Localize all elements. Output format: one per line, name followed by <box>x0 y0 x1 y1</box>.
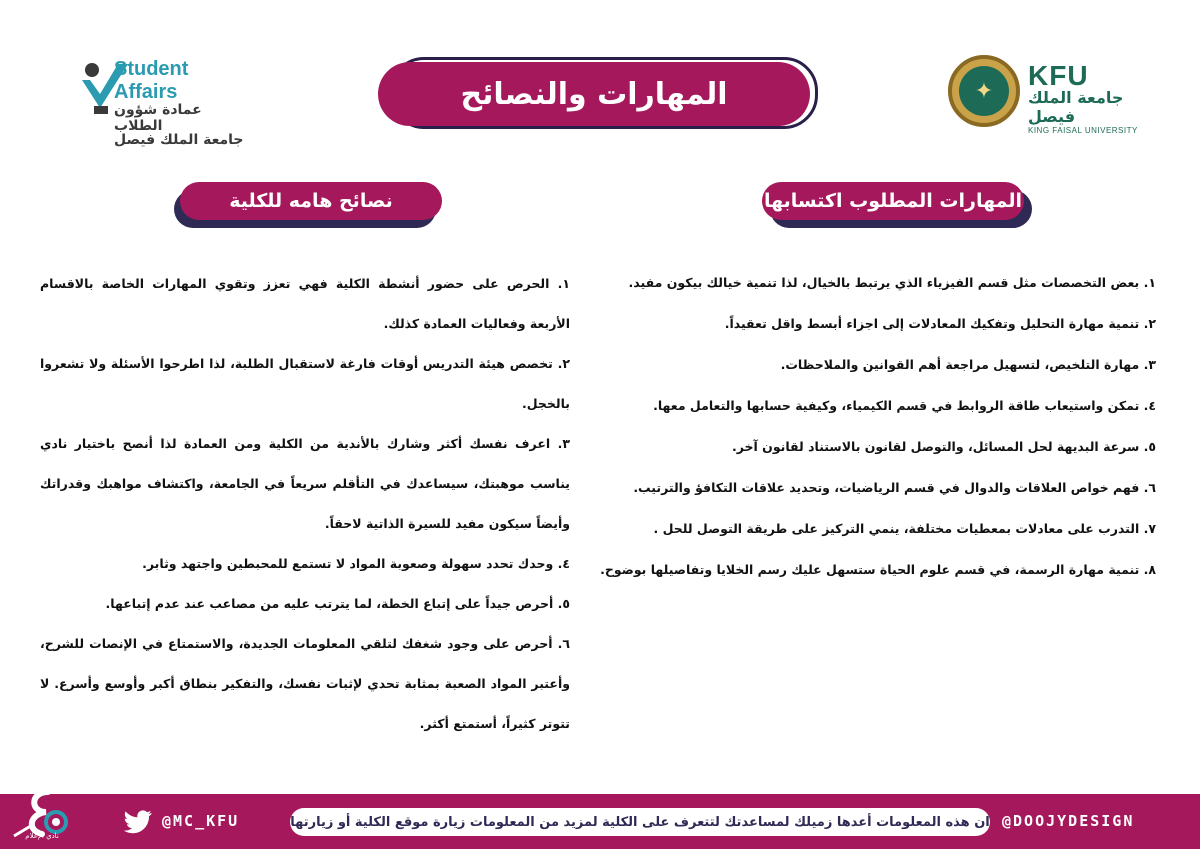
kfu-arabic-name: جامعة الملك فيصل <box>1028 88 1124 126</box>
list-item: ٥. أحرص جيداً على إتباع الخطة، لما يترتب عليه من مصاعب عند عدم إتباعها. <box>105 596 570 611</box>
twitter-handle[interactable]: @MC_KFU <box>162 812 240 830</box>
tips-list <box>40 264 570 744</box>
designer-handle[interactable]: @DOOJYDESIGN <box>1002 812 1135 830</box>
kfu-seal-logo <box>948 55 1020 127</box>
skills-heading: المهارات المطلوب اكتسابها <box>762 182 1024 220</box>
tips-heading: نصائح هامه للكلية <box>180 182 442 220</box>
list-item: ٣. مهارة التلخيص، لتسهيل مراجعة أهم القوانين والملاحظات. <box>780 357 1156 372</box>
list-item: ٧. التدرب على معادلات بمعطيات مختلفة، ينمي التركيز على طريقة التوصل للحل . <box>653 521 1156 536</box>
list-item: ٢. تخصص هيئة التدريس أوقات فارغة لاستقبال الطلبة، لذا اطرحوا الأسئلة ولا تشعروا بالخجل. <box>40 356 570 411</box>
student-affairs-wordmark <box>114 58 254 148</box>
student-affairs-arabic-2: جامعة الملك فيصل <box>114 132 244 148</box>
list-item: ٣. اعرف نفسك أكثر وشارك بالأندية من الكلية ومن العمادة لذا أنصح باختيار نادي يناسب موهبتك، سيساعدك في التأقلم سريعاً في الجامعة، واكتشاف مواهبك وقدراتك وأيضاً سيكون مفيد للسيرة الذاتية لاحقاً. <box>40 436 570 531</box>
twitter-icon[interactable] <box>124 810 152 834</box>
skills-list <box>600 262 1156 590</box>
kfu-english-name: KING FAISAL UNIVERSITY <box>1028 126 1138 135</box>
list-item: ٤. وحدك تحدد سهولة وصعوبة المواد لا تستمع للمحبطين واجتهد وثابر. <box>142 556 570 571</box>
footer-message: ان هذه المعلومات أعدها زميلك لمساعدتك لتتعرف على الكلية لمزيد من المعلومات زيارة موقع الكلية أو زيارتها <box>290 808 990 836</box>
list-item: ١. الحرص على حضور أنشطة الكلية فهي تعزز وتقوي المهارات الخاصة بالاقسام الأربعة وفعاليات العمادة كذلك. <box>40 276 570 331</box>
media-club-label: نادي الإعلام <box>25 832 59 840</box>
palm-swords-icon: ✦ <box>959 66 1009 116</box>
kfu-abbr: KFU <box>1028 60 1089 91</box>
student-affairs-arabic-1: عمادة شؤون الطلاب <box>114 102 202 134</box>
list-item: ٨. تنمية مهارة الرسمة، في قسم علوم الحياة ستسهل عليك رسم الخلايا وتفاصيلها بوضوح. <box>600 562 1156 577</box>
list-item: ٦. أحرص على وجود شغفك لتلقي المعلومات الجديدة، والاستمتاع في الإنصات للشرح، وأعتبر المواد الصعبة بمثابة تحدي لإثبات نفسك، والتفكير بنطاق أكبر وأوسع وأسرع. لا تتوتر كثيراً، أستمتع أكثر. <box>40 636 570 731</box>
page-title: المهارات والنصائح <box>378 62 810 126</box>
list-item: ٢. تنمية مهارة التحليل وتفكيك المعادلات إلى اجزاء أبسط واقل تعقيداً. <box>724 316 1156 331</box>
student-affairs-english: Student Affairs <box>114 58 189 103</box>
list-item: ٦. فهم خواص العلاقات والدوال في قسم الرياضيات، وتحديد علاقات التكافؤ والترتيب. <box>633 480 1156 495</box>
list-item: ٥. سرعة البديهة لحل المسائل، والتوصل لقانون بالاستناد لقانون آخر. <box>731 439 1156 454</box>
list-item: ١. بعض التخصصات مثل قسم الفيزياء الذي يرتبط بالخيال، لذا تنمية خيالك بيكون مفيد. <box>628 275 1156 290</box>
kfu-wordmark <box>1028 60 1148 135</box>
list-item: ٤. تمكن واستيعاب طاقة الروابط في قسم الكيمياء، وكيفية حسابها والتعامل معها. <box>653 398 1156 413</box>
